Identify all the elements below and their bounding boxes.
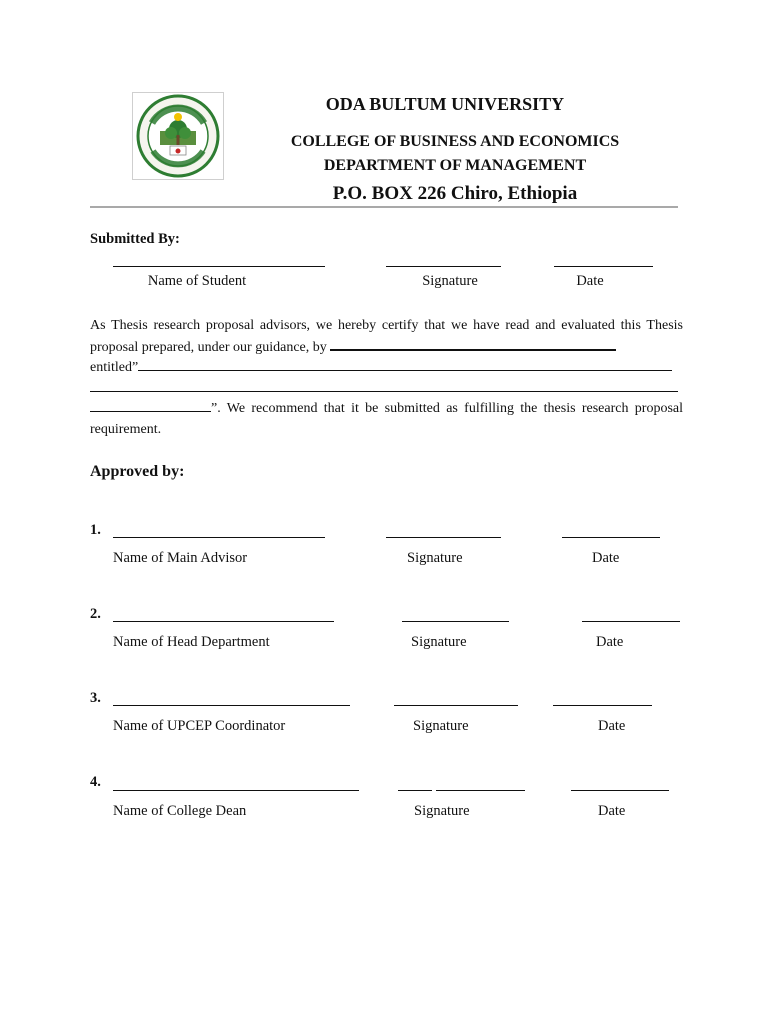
college-dean-name-line[interactable] bbox=[113, 790, 359, 791]
university-logo bbox=[132, 92, 224, 180]
upcep-coordinator-signature-label: Signature bbox=[413, 718, 469, 734]
main-advisor-name-label: Name of Main Advisor bbox=[113, 550, 248, 566]
title-blank-3[interactable] bbox=[90, 399, 211, 412]
title-blank-1[interactable] bbox=[138, 358, 672, 371]
title-blank-2[interactable] bbox=[90, 379, 678, 392]
university-name: ODA BULTUM UNIVERSITY bbox=[325, 94, 565, 114]
student-name-blank[interactable] bbox=[330, 337, 616, 351]
certification-intro bbox=[90, 316, 683, 358]
upcep-coordinator-name-line[interactable] bbox=[113, 705, 350, 706]
entitled-row bbox=[90, 358, 683, 379]
main-advisor-signature-label: Signature bbox=[407, 550, 463, 566]
department-name: DEPARTMENT OF MANAGEMENT bbox=[323, 157, 587, 174]
student-signature-label: Signature bbox=[422, 273, 478, 289]
head-department-signature-line[interactable] bbox=[402, 621, 509, 622]
postal-address: P.O. BOX 226 Chiro, Ethiopia bbox=[332, 183, 578, 204]
student-name-label: Name of Student bbox=[147, 273, 247, 289]
upcep-coordinator-name-label: Name of UPCEP Coordinator bbox=[113, 718, 286, 734]
approval-number-2: 2. bbox=[90, 606, 101, 622]
main-advisor-date-line[interactable] bbox=[562, 537, 660, 538]
certification-intro-text: As Thesis research proposal advisors, we hereby certify that we have read and evaluated this Thesis proposal prepared, under our guidance, by bbox=[90, 318, 683, 355]
main-advisor-date-label: Date bbox=[592, 550, 620, 566]
college-dean-date-label: Date bbox=[598, 803, 626, 819]
college-dean-name-label: Name of College Dean bbox=[113, 803, 247, 819]
student-signature-line[interactable] bbox=[386, 266, 501, 267]
approval-number-4: 4. bbox=[90, 774, 101, 790]
approval-number-1: 1. bbox=[90, 522, 101, 538]
student-date-label: Date bbox=[576, 273, 604, 289]
upcep-coordinator-signature-line[interactable] bbox=[394, 705, 518, 706]
upcep-coordinator-date-line[interactable] bbox=[553, 705, 652, 706]
student-date-line[interactable] bbox=[554, 266, 653, 267]
head-department-signature-label: Signature bbox=[411, 634, 467, 650]
title-blank-row bbox=[90, 379, 683, 400]
entitled-label: entitled” bbox=[90, 360, 139, 375]
university-seal-icon bbox=[133, 93, 223, 179]
main-advisor-signature-line[interactable] bbox=[386, 537, 501, 538]
header-divider bbox=[90, 206, 678, 208]
head-department-name-line[interactable] bbox=[113, 621, 334, 622]
head-department-date-line[interactable] bbox=[582, 621, 680, 622]
main-advisor-name-line[interactable] bbox=[113, 537, 325, 538]
approved-by-heading: Approved by: bbox=[90, 463, 185, 480]
college-dean-signature-label: Signature bbox=[414, 803, 470, 819]
college-name: COLLEGE OF BUSINESS AND ECONOMICS bbox=[290, 133, 620, 150]
certification-paragraph bbox=[90, 316, 683, 440]
approval-number-3: 3. bbox=[90, 690, 101, 706]
college-dean-date-line[interactable] bbox=[571, 790, 669, 791]
college-dean-signature-line-b[interactable] bbox=[436, 790, 525, 791]
submitted-by-heading: Submitted By: bbox=[90, 231, 180, 247]
head-department-date-label: Date bbox=[596, 634, 624, 650]
student-name-line[interactable] bbox=[113, 266, 325, 267]
certification-closing: ”. We recommend that it be submitted as fulfilling the thesis research proposal requirement. bbox=[90, 401, 683, 437]
college-dean-signature-line-a[interactable] bbox=[398, 790, 432, 791]
upcep-coordinator-date-label: Date bbox=[598, 718, 626, 734]
certification-closing-row bbox=[90, 399, 683, 440]
head-department-name-label: Name of Head Department bbox=[113, 634, 270, 650]
